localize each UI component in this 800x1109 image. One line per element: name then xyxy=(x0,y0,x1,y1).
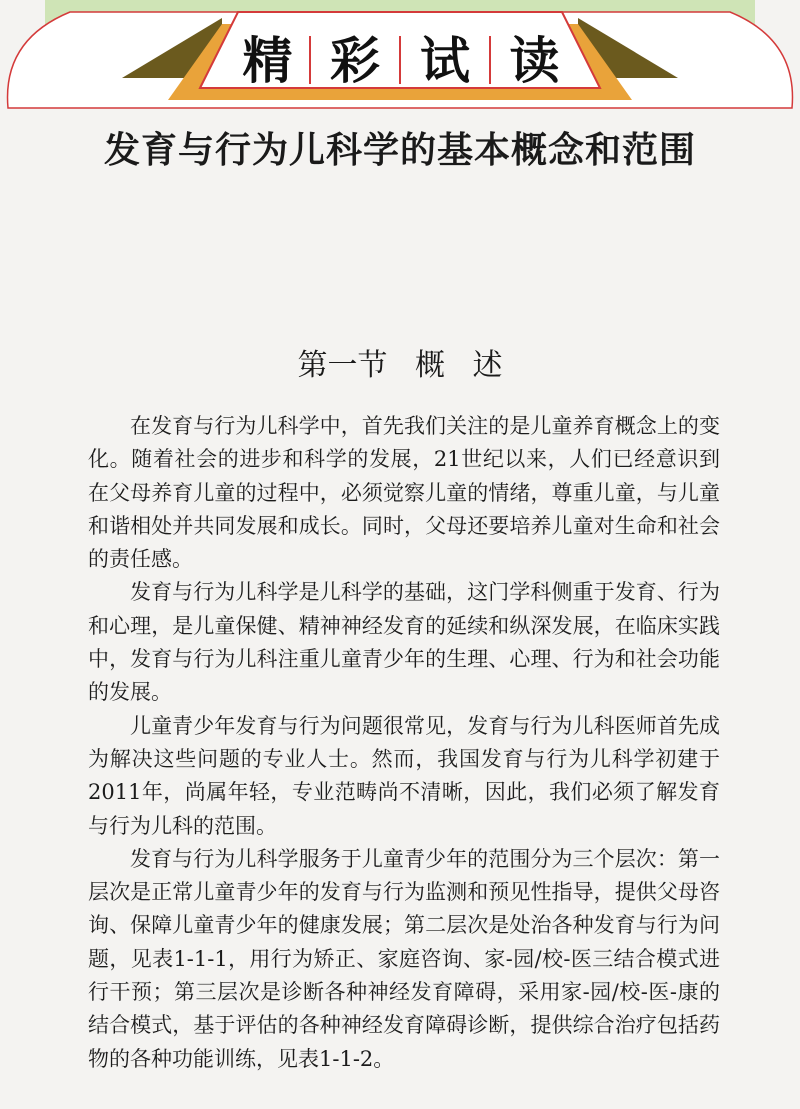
banner-decoration xyxy=(0,0,800,120)
paragraph: 发育与行为儿科学服务于儿童青少年的范围分为三个层次：第一层次是正常儿童青少年的发育与行为监测和预见性指导，提供父母咨询、保障儿童青少年的健康发展；第二层次是处治各种发育与行为问题，见表1-1-1，用行为矫正、家庭咨询、家-园/校-医三结合模式进行干预；第三层次是诊断各种神经发育障碍，采用家-园/校-医-康的结合模式，基于评估的各种神经发育障碍诊断，提供综合治疗包括药物的各种功能训练，见表1-1-2。 xyxy=(88,846,720,1071)
paragraph: 在发育与行为儿科学中，首先我们关注的是儿童养育概念上的变化。随着社会的进步和科学的发展，21世纪以来，人们已经意识到在父母养育儿童的过程中，必须觉察儿童的情绪，尊重儿童，与儿童和谐相处并共同发展和成长。同时，父母还要培养儿童对生命和社会的责任感。 xyxy=(88,414,720,572)
banner-char: 读 xyxy=(509,32,560,90)
chapter-title: 发育与行为儿科学的基本概念和范围 xyxy=(103,130,696,171)
banner-char: 彩 xyxy=(330,32,380,90)
preview-banner xyxy=(0,0,800,120)
body-text xyxy=(88,410,720,1076)
paragraph: 发育与行为儿科学是儿科学的基础，这门学科侧重于发育、行为和心理，是儿童保健、精神神经发育的延续和纵深发展，在临床实践中，发育与行为儿科注重儿童青少年的生理、心理、行为和社会功能的发展。 xyxy=(88,580,720,705)
section-title: 第一节 概 述 xyxy=(297,348,503,383)
banner-char: 精 xyxy=(242,32,293,90)
banner-char: 试 xyxy=(420,32,470,90)
paragraph: 儿童青少年发育与行为问题很常见，发育与行为儿科医师首先成为解决这些问题的专业人士。然而，我国发育与行为儿科学初建于2011年，尚属年轻，专业范畴尚不清晰，因此，我们必须了解发育与行为儿科的范围。 xyxy=(88,713,720,838)
